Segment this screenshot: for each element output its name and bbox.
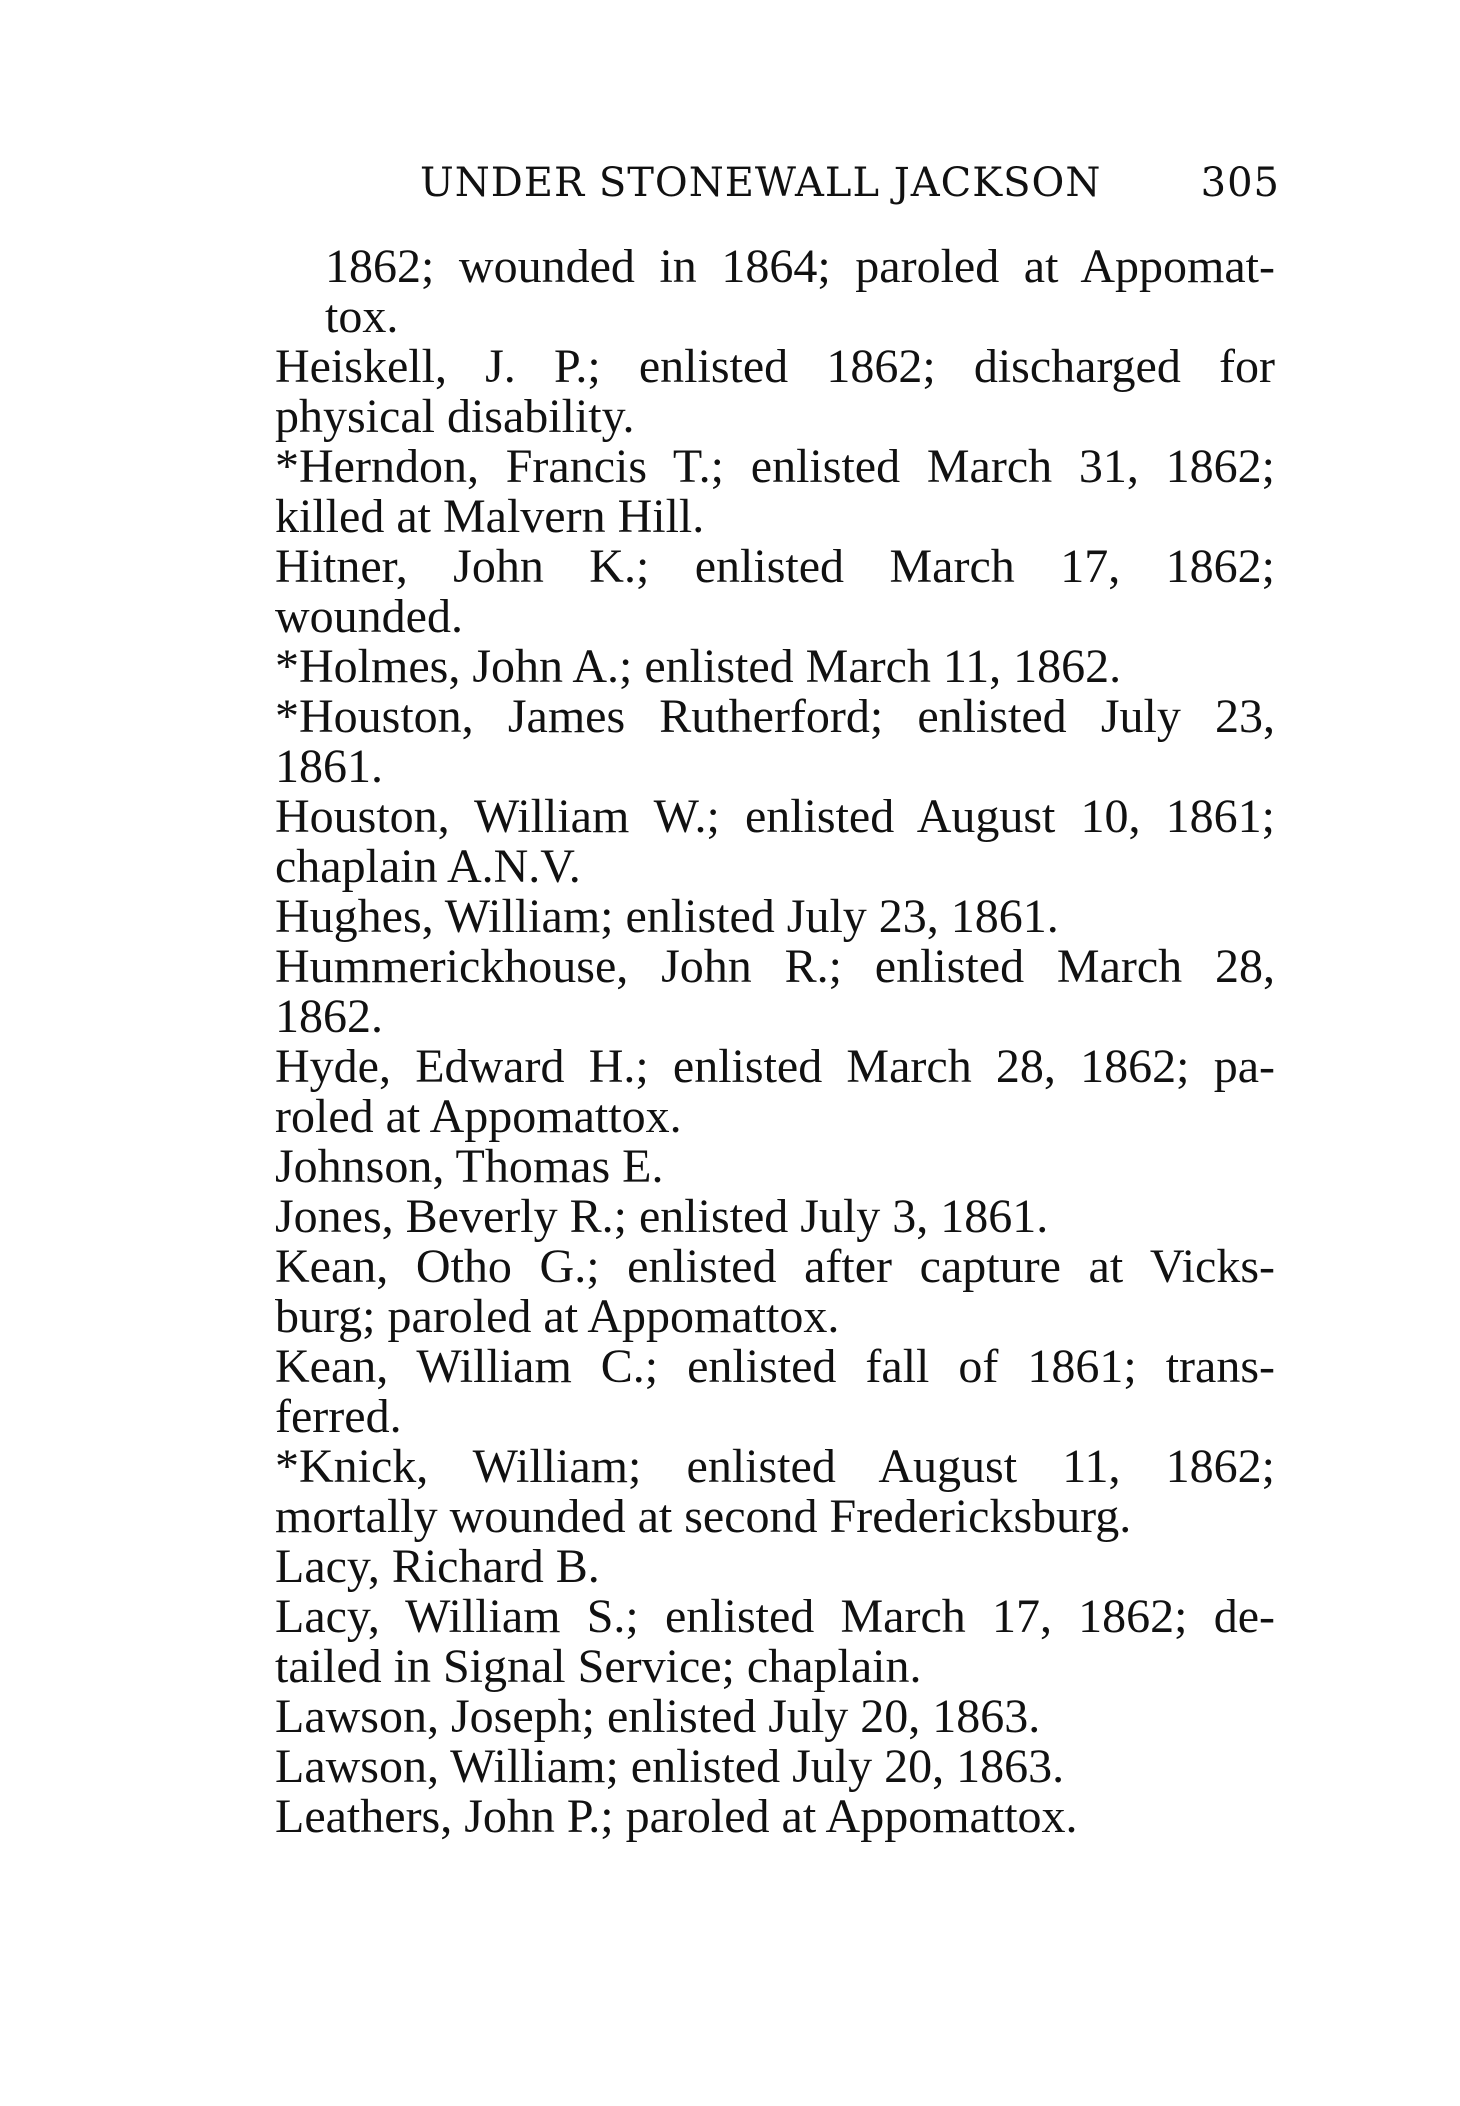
- roster-entry: [275, 1242, 1275, 1342]
- entry-line: Lacy, William S.; enlisted March 17, 1862; de-: [275, 1590, 1275, 1643]
- entry-line: Jones, Beverly R.; enlisted July 3, 1861.: [275, 1190, 1049, 1243]
- entry-line: 1862.: [275, 990, 383, 1043]
- entry-line: physical disability.: [275, 390, 635, 443]
- roster-entry: [275, 1542, 1275, 1592]
- roster-entry: [275, 792, 1275, 892]
- entry-line: Johnson, Thomas E.: [275, 1140, 664, 1193]
- entry-line: Kean, William C.; enlisted fall of 1861; trans-: [275, 1340, 1275, 1393]
- roster-entries: [275, 242, 1275, 1842]
- roster-entry: [275, 1692, 1275, 1742]
- entry-line: *Herndon, Francis T.; enlisted March 31, 1862;: [275, 440, 1275, 493]
- roster-entry: [275, 342, 1275, 442]
- entry-line: 1862; wounded in 1864; paroled at Appomat-: [325, 240, 1275, 293]
- roster-entry: [275, 1792, 1275, 1842]
- entry-line: 1861.: [275, 740, 383, 793]
- entry-line: wounded.: [275, 590, 463, 643]
- entry-line: Hyde, Edward H.; enlisted March 28, 1862; pa-: [275, 1040, 1275, 1093]
- running-head: [420, 160, 1280, 220]
- entry-line: Lacy, Richard B.: [275, 1540, 600, 1593]
- roster-entry: [275, 1342, 1275, 1442]
- roster-entry: [275, 892, 1275, 942]
- entry-line: *Houston, James Rutherford; enlisted July 23,: [275, 690, 1275, 743]
- roster-entry: [275, 1442, 1275, 1542]
- running-head-title: UNDER STONEWALL JACKSON: [420, 160, 1102, 206]
- roster-entry: [275, 1192, 1275, 1242]
- roster-entry: [275, 1592, 1275, 1692]
- entry-line: burg; paroled at Appomattox.: [275, 1290, 840, 1343]
- entry-line: ferred.: [275, 1390, 402, 1443]
- page-number: 305: [1200, 160, 1280, 206]
- roster-entry: [275, 1142, 1275, 1192]
- entry-line: tailed in Signal Service; chaplain.: [275, 1640, 922, 1693]
- entry-line: mortally wounded at second Fredericksburg.: [275, 1490, 1132, 1543]
- entry-line: Houston, William W.; enlisted August 10, 1861;: [275, 790, 1275, 843]
- roster-entry: [275, 942, 1275, 1042]
- roster-entry: [275, 242, 1275, 342]
- entry-line: Hitner, John K.; enlisted March 17, 1862;: [275, 540, 1275, 593]
- entry-line: chaplain A.N.V.: [275, 840, 581, 893]
- entry-line: Heiskell, J. P.; enlisted 1862; discharged for: [275, 340, 1275, 393]
- entry-line: roled at Appomattox.: [275, 1090, 682, 1143]
- roster-entry: [275, 1742, 1275, 1792]
- entry-line: Leathers, John P.; paroled at Appomattox.: [275, 1790, 1078, 1843]
- entry-line: Hummerickhouse, John R.; enlisted March 28,: [275, 940, 1275, 993]
- roster-entry: [275, 542, 1275, 642]
- roster-entry: [275, 442, 1275, 542]
- entry-line: tox.: [325, 290, 399, 343]
- entry-line: Hughes, William; enlisted July 23, 1861.: [275, 890, 1059, 943]
- roster-entry: [275, 692, 1275, 792]
- roster-entry: [275, 1042, 1275, 1142]
- entry-line: Lawson, Joseph; enlisted July 20, 1863.: [275, 1690, 1041, 1743]
- entry-line: killed at Malvern Hill.: [275, 490, 705, 543]
- entry-line: Lawson, William; enlisted July 20, 1863.: [275, 1740, 1065, 1793]
- entry-line: Kean, Otho G.; enlisted after capture at Vicks-: [275, 1240, 1275, 1293]
- entry-line: *Knick, William; enlisted August 11, 1862;: [275, 1440, 1275, 1493]
- entry-line: *Holmes, John A.; enlisted March 11, 1862.: [275, 640, 1122, 693]
- roster-entry: [275, 642, 1275, 692]
